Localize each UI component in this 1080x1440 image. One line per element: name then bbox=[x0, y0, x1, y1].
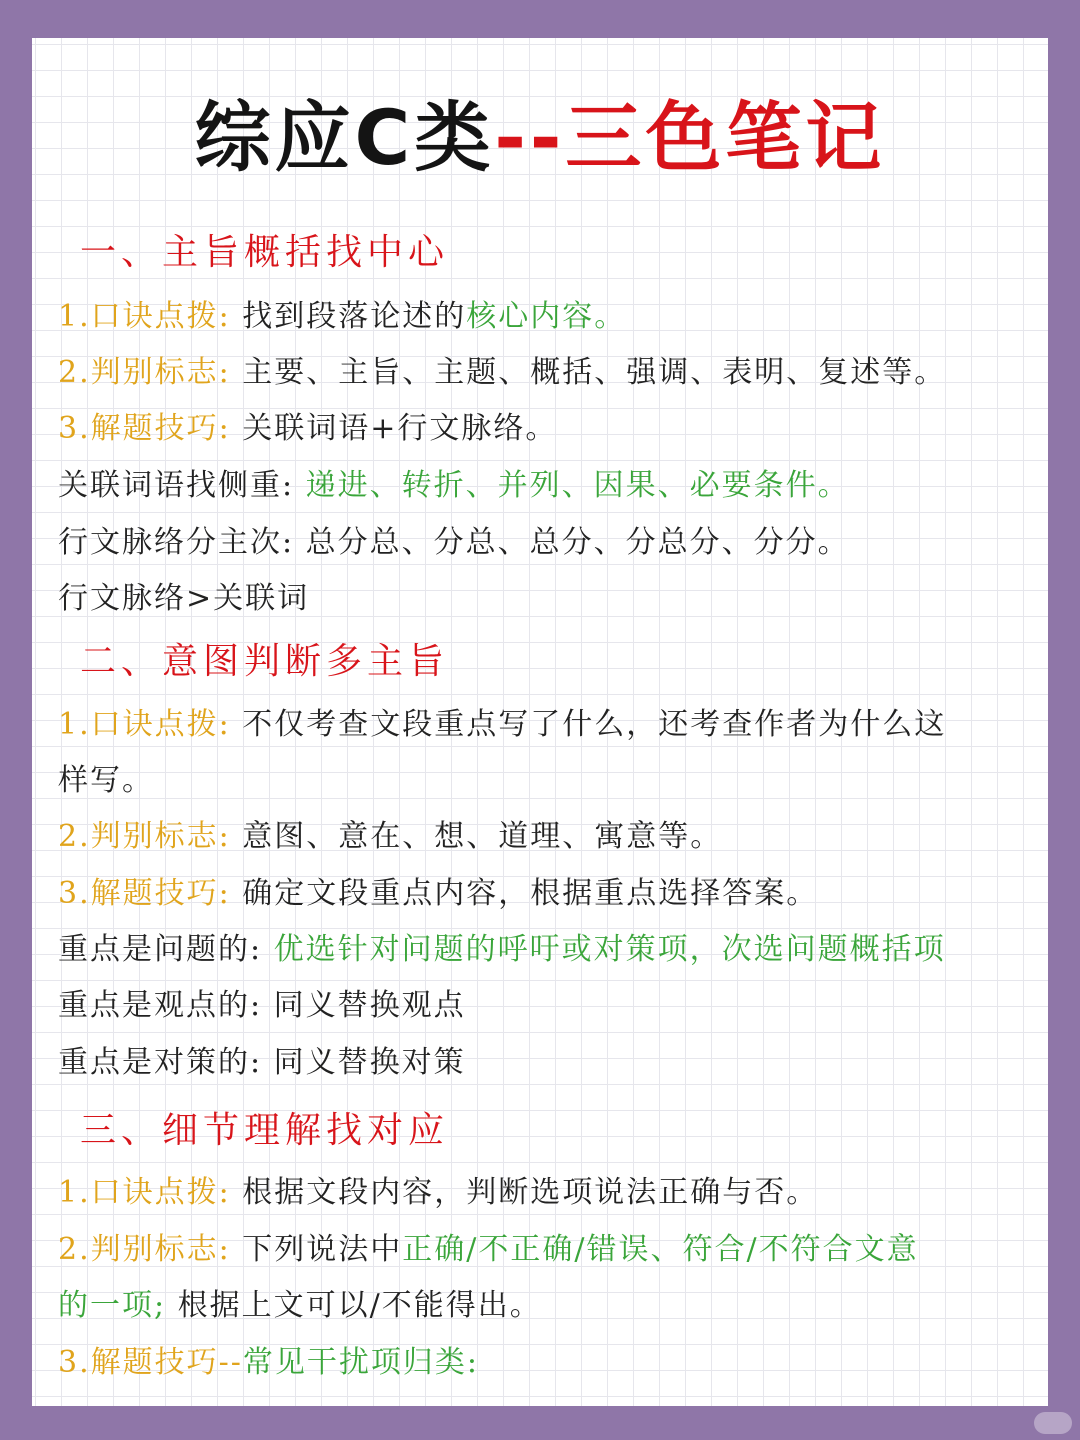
s1-line-2 bbox=[58, 351, 946, 395]
s2-l6-text: 同义替换对策 bbox=[273, 1045, 466, 1080]
s2-line-1-cont bbox=[58, 759, 154, 803]
s1-l1-label: 1.口诀点拨: bbox=[58, 299, 231, 334]
s2-line-3 bbox=[58, 872, 818, 916]
s1-line-3 bbox=[58, 407, 557, 451]
s1-line-5 bbox=[58, 521, 850, 565]
s1-l3-text: 关联词语+行文脉络。 bbox=[242, 411, 558, 446]
s2-l2-text: 意图、意在、想、道理、寓意等。 bbox=[242, 819, 723, 854]
s1-l1-text: 找到段落论述的 bbox=[242, 299, 467, 334]
s2-line-4 bbox=[58, 928, 946, 972]
s1-l6-text: 行文脉络>关联词 bbox=[58, 581, 310, 616]
s3-line-1 bbox=[58, 1171, 818, 1215]
s3-line-3 bbox=[58, 1341, 479, 1385]
s2-l6-label: 重点是对策的: bbox=[58, 1045, 263, 1080]
s1-l5-label: 行文脉络分主次: bbox=[58, 525, 295, 560]
s1-l4-green: 递进、转折、并列、因果、必要条件。 bbox=[305, 468, 850, 503]
s2-line-2 bbox=[58, 815, 722, 859]
s3-l2-text: 下列说法中 bbox=[242, 1232, 403, 1267]
s1-l4-label: 关联词语找侧重: bbox=[58, 468, 295, 503]
s2-l4-label: 重点是问题的: bbox=[58, 932, 263, 967]
s3-l2-green-2: 的一项; bbox=[58, 1288, 167, 1323]
s2-l1-cont: 样写。 bbox=[58, 763, 154, 798]
s3-l2-green: 正确/不正确/错误、符合/不符合文意 bbox=[402, 1232, 919, 1267]
s1-l5-text: 总分总、分总、总分、分总分、分分。 bbox=[305, 525, 850, 560]
s2-l3-label: 3.解题技巧: bbox=[58, 876, 231, 911]
s3-line-2 bbox=[58, 1228, 919, 1272]
s3-l2-label: 2.判别标志: bbox=[58, 1232, 231, 1267]
s3-l1-label: 1.口诀点拨: bbox=[58, 1175, 231, 1210]
s2-l5-label: 重点是观点的: bbox=[58, 988, 263, 1023]
s2-l3-text: 确定文段重点内容，根据重点选择答案。 bbox=[242, 876, 819, 911]
s2-line-6 bbox=[58, 1041, 466, 1085]
s1-l2-label: 2.判别标志: bbox=[58, 355, 231, 390]
s1-line-6 bbox=[58, 577, 309, 621]
title-part-1: 综应C类 bbox=[194, 93, 495, 182]
s3-l3-green: 常见干扰项归类: bbox=[242, 1345, 480, 1380]
section-3-heading: 三、细节理解找对应 bbox=[80, 1110, 450, 1151]
section-2-heading: 二、意图判断多主旨 bbox=[80, 641, 450, 682]
s1-l1-green: 核心内容。 bbox=[466, 299, 627, 334]
page-title bbox=[0, 88, 1080, 188]
s2-l4-green: 优选针对问题的呼吁或对策项，次选问题概括项 bbox=[273, 932, 946, 967]
section-1-heading: 一、主旨概括找中心 bbox=[80, 232, 450, 273]
s3-line-2-cont bbox=[58, 1284, 542, 1328]
s2-l1-text: 不仅考查文段重点写了什么，还考查作者为什么这 bbox=[242, 707, 947, 742]
s2-line-5 bbox=[58, 984, 466, 1028]
watermark bbox=[1034, 1412, 1072, 1434]
s3-l3-label: 3.解题技巧-- bbox=[58, 1345, 243, 1380]
s3-l1-text: 根据文段内容，判断选项说法正确与否。 bbox=[242, 1175, 819, 1210]
s1-line-1 bbox=[58, 295, 626, 339]
s2-l5-text: 同义替换观点 bbox=[273, 988, 466, 1023]
title-part-2: --三色笔记 bbox=[494, 93, 886, 182]
s2-l1-label: 1.口诀点拨: bbox=[58, 707, 231, 742]
s1-line-4 bbox=[58, 464, 850, 508]
s2-line-1 bbox=[58, 703, 946, 747]
s1-l2-text: 主要、主旨、主题、概括、强调、表明、复述等。 bbox=[242, 355, 947, 390]
s3-l2-text-2: 根据上文可以/不能得出。 bbox=[177, 1288, 542, 1323]
s2-l2-label: 2.判别标志: bbox=[58, 819, 231, 854]
s1-l3-label: 3.解题技巧: bbox=[58, 411, 231, 446]
